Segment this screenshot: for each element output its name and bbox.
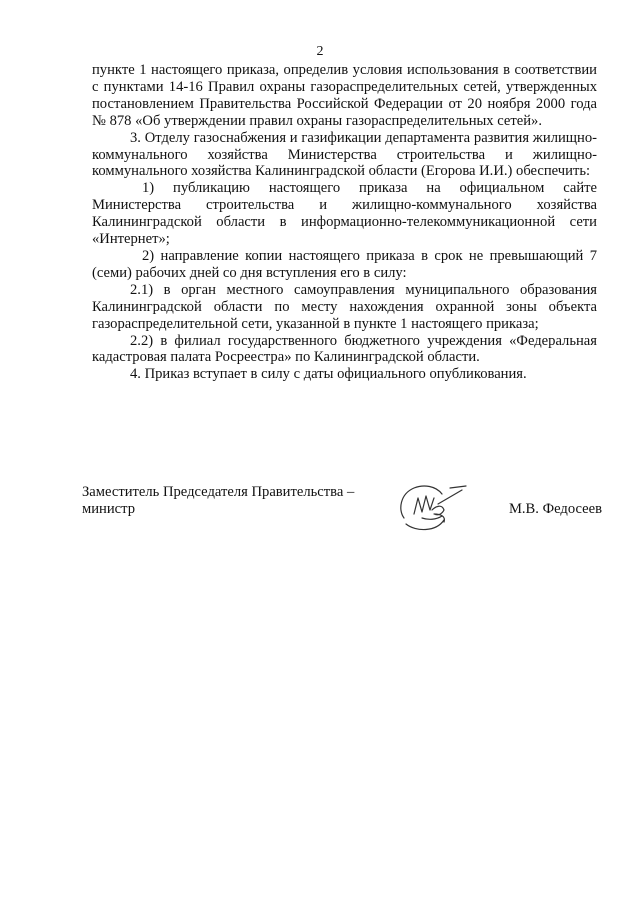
paragraph-subitem-1: 1) публикацию настоящего приказа на официальном сайте Министерства строительства и жилищно-коммунального хозяйства Калининградской области в информационно-телекоммуникационной сети «Интернет»;	[92, 180, 597, 248]
handwritten-signature-icon	[392, 480, 472, 535]
paragraph-item-4: 4. Приказ вступает в силу с даты официального опубликования.	[130, 366, 527, 383]
signer-title: Заместитель Председателя Правительства – министр	[82, 484, 355, 517]
page-number: 2	[316, 44, 324, 59]
paragraph-subitem-2: 2) направление копии настоящего приказа в срок не превышающий 7 (семи) рабочих дней со дня вступления его в силу:	[92, 247, 597, 281]
document-body	[92, 62, 597, 383]
signer-name: М.В. Федосеев	[508, 501, 602, 517]
signature-block	[82, 480, 602, 540]
paragraph-subitem-2-1: 2.1) в орган местного самоуправления муниципального образования Калининградской области по месту нахождения охранной зоны объекта газораспределительной сети, указанной в пункте 1 настоящего приказа;	[92, 281, 597, 332]
paragraph-continuation: пункте 1 настоящего приказа, определив условия использования в соответствии с пунктами 14-16 Правил охраны газораспределительных сетей, утвержденных постановлением Правительства Российской Федерации от 20 ноября 2000 года № 878 «Об утверждении правил охраны газораспределительных сетей».	[92, 62, 597, 129]
paragraph-item-3: 3. Отделу газоснабжения и газификации департамента развития жилищно-коммунального хозяйства Министерства строительства и жилищно-коммунального хозяйства Калининградской области (Егорова И.И.) обеспечить:	[92, 129, 597, 180]
paragraph-subitem-2-2: 2.2) в филиал государственного бюджетного учреждения «Федеральная кадастровая палата Росреестра» по Калининградской области.	[92, 332, 597, 366]
